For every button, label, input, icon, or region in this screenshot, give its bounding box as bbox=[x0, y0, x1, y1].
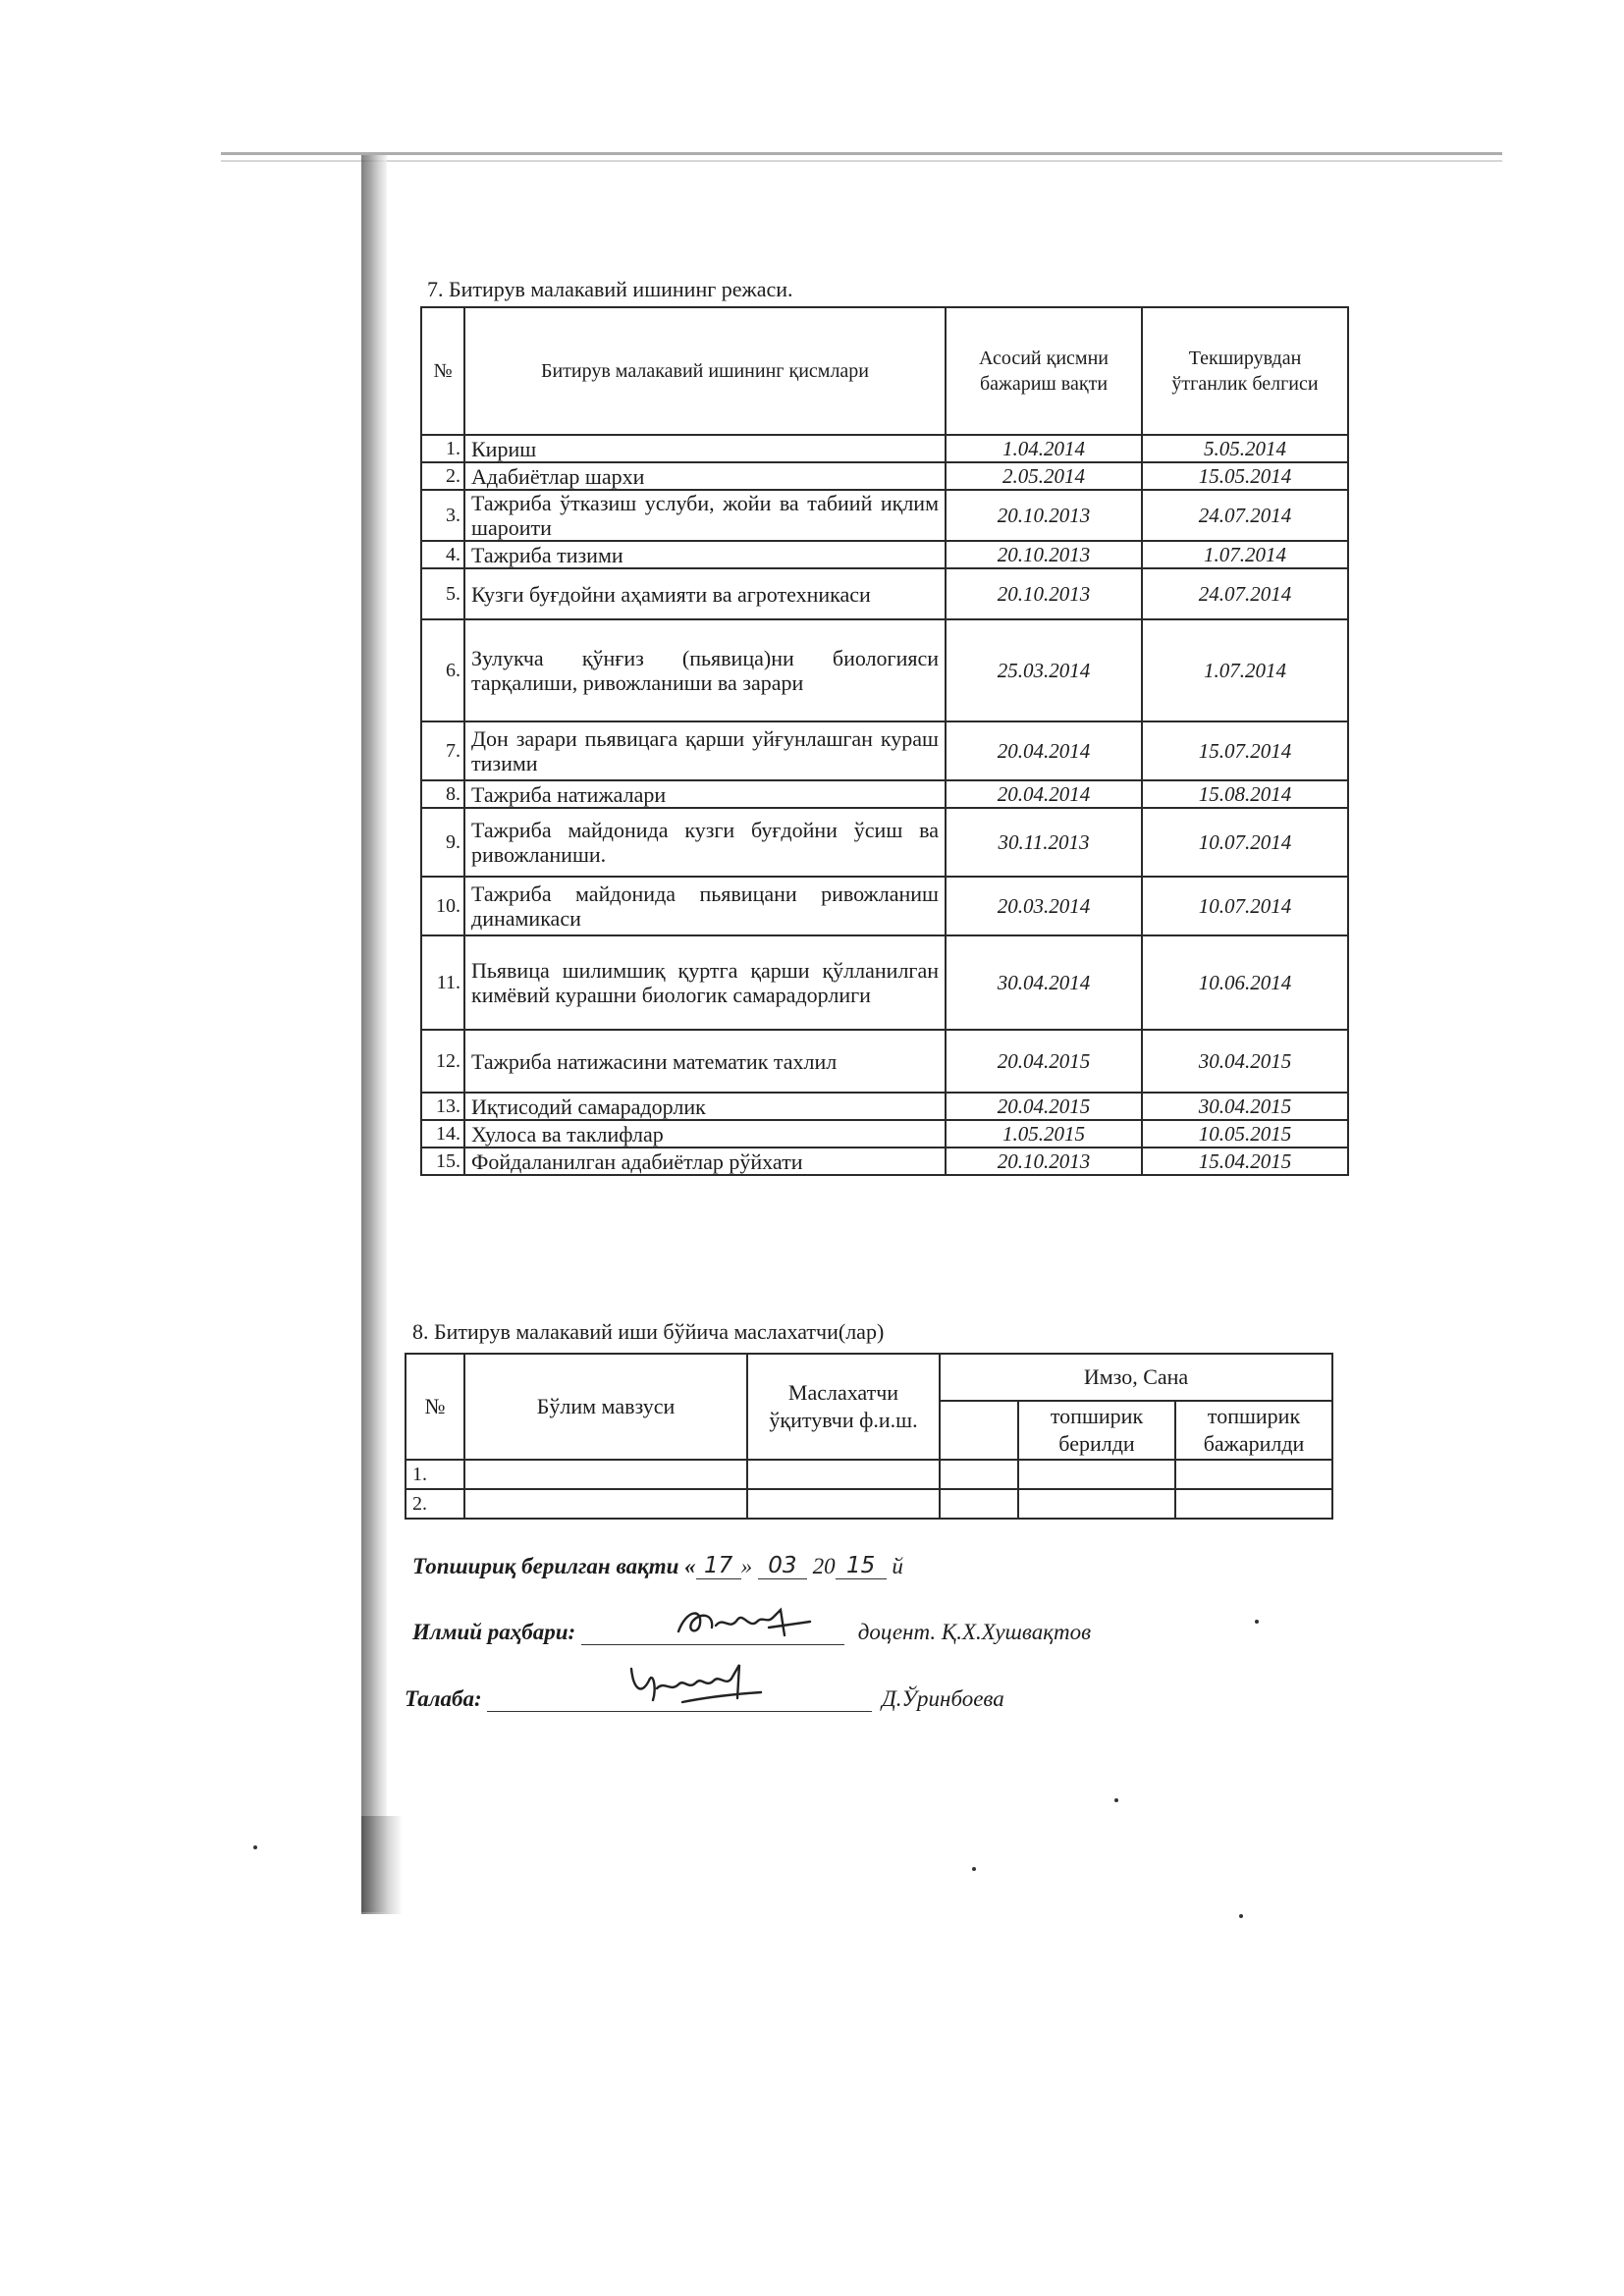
row-number: 3. bbox=[421, 490, 464, 541]
row-number: 4. bbox=[421, 541, 464, 568]
row-checked: 15.07.2014 bbox=[1142, 721, 1348, 780]
scan-speck bbox=[1114, 1798, 1118, 1802]
row-part: Фойдаланилган адабиётлар рўйхати bbox=[464, 1148, 946, 1175]
assignment-year-suffix: й bbox=[892, 1554, 903, 1578]
row-checked: 1.07.2014 bbox=[1142, 619, 1348, 721]
row-number: 5. bbox=[421, 568, 464, 619]
scan-speck bbox=[972, 1867, 976, 1871]
document-page bbox=[393, 167, 1500, 1912]
row-part: Кузги буғдойни аҳамияти ва агротехникаси bbox=[464, 568, 946, 619]
plan-table-row bbox=[421, 619, 1348, 721]
plan-table-row bbox=[421, 1093, 1348, 1120]
row-deadline: 20.10.2013 bbox=[946, 490, 1142, 541]
section-7-title: 7. Битирув малакавий ишининг режаси. bbox=[427, 277, 793, 301]
assignment-date-line bbox=[412, 1553, 903, 1579]
row-number: 15. bbox=[421, 1148, 464, 1175]
row-number: 13. bbox=[421, 1093, 464, 1120]
assignment-date-label: Топшириқ берилган вақти « bbox=[412, 1554, 696, 1578]
row-number: 6. bbox=[421, 619, 464, 721]
row-part: Тажриба майдонида пьявицани ривожланиш динамикаси bbox=[464, 877, 946, 935]
consult-header-sign-date: Имзо, Сана bbox=[940, 1354, 1332, 1401]
row-number: 2. bbox=[421, 462, 464, 490]
plan-table-row bbox=[421, 1120, 1348, 1148]
row-deadline: 1.05.2015 bbox=[946, 1120, 1142, 1148]
row-number: 8. bbox=[421, 780, 464, 808]
plan-table-row bbox=[421, 1030, 1348, 1093]
row-part: Тажриба майдонида кузги буғдойни ўсиш ва ривожланиши. bbox=[464, 808, 946, 877]
header-checked: Текширувдан ўтганлик белгиси bbox=[1142, 307, 1348, 435]
student-label: Талаба: bbox=[405, 1686, 482, 1711]
assignment-year-prefix: 20 bbox=[812, 1554, 836, 1578]
row-deadline: 20.04.2014 bbox=[946, 721, 1142, 780]
row-deadline: 20.04.2015 bbox=[946, 1093, 1142, 1120]
row-number: 1. bbox=[421, 435, 464, 462]
plan-table-row bbox=[421, 490, 1348, 541]
row-deadline: 25.03.2014 bbox=[946, 619, 1142, 721]
consult-row-number: 1. bbox=[406, 1460, 464, 1489]
row-checked: 10.05.2015 bbox=[1142, 1120, 1348, 1148]
row-checked: 5.05.2014 bbox=[1142, 435, 1348, 462]
row-number: 7. bbox=[421, 721, 464, 780]
supervisor-signature bbox=[673, 1602, 820, 1645]
plan-table-row bbox=[421, 1148, 1348, 1175]
row-part: Зулукча қўнғиз (пьявица)ни биологияси тарқалиши, ривожланиши ва зарари bbox=[464, 619, 946, 721]
row-part: Тажриба натижасини математик тахлил bbox=[464, 1030, 946, 1093]
scan-speck bbox=[1239, 1914, 1243, 1918]
plan-table bbox=[420, 306, 1349, 1176]
consult-empty-cell bbox=[464, 1489, 747, 1519]
row-number: 10. bbox=[421, 877, 464, 935]
plan-table-row bbox=[421, 462, 1348, 490]
row-deadline: 20.03.2014 bbox=[946, 877, 1142, 935]
consult-empty-cell bbox=[940, 1460, 1018, 1489]
consult-table-row bbox=[406, 1460, 1332, 1489]
row-checked: 15.05.2014 bbox=[1142, 462, 1348, 490]
row-checked: 10.06.2014 bbox=[1142, 935, 1348, 1030]
row-deadline: 20.10.2013 bbox=[946, 568, 1142, 619]
supervisor-name: доцент. Қ.Х.Хушвақтов bbox=[857, 1620, 1092, 1644]
scan-speck bbox=[1255, 1620, 1259, 1624]
consultant-table bbox=[405, 1353, 1333, 1520]
consult-empty-cell bbox=[1018, 1489, 1175, 1519]
row-deadline: 20.04.2014 bbox=[946, 780, 1142, 808]
row-checked: 30.04.2015 bbox=[1142, 1030, 1348, 1093]
row-part: Кириш bbox=[464, 435, 946, 462]
row-checked: 10.07.2014 bbox=[1142, 808, 1348, 877]
row-deadline: 30.11.2013 bbox=[946, 808, 1142, 877]
row-checked: 24.07.2014 bbox=[1142, 490, 1348, 541]
scan-edge-line bbox=[221, 152, 1502, 155]
consult-empty-cell bbox=[940, 1489, 1018, 1519]
row-deadline: 20.04.2015 bbox=[946, 1030, 1142, 1093]
consult-header-blank bbox=[940, 1401, 1018, 1460]
assignment-quote-close: » bbox=[740, 1554, 753, 1578]
row-number: 11. bbox=[421, 935, 464, 1030]
consult-header-consultant: Маслахатчи ўқитувчи ф.и.ш. bbox=[747, 1354, 940, 1460]
row-part: Пьявица шилимшиқ қуртга қарши қўлланилган кимёвий курашни биологик самарадорлиги bbox=[464, 935, 946, 1030]
row-number: 9. bbox=[421, 808, 464, 877]
row-deadline: 30.04.2014 bbox=[946, 935, 1142, 1030]
consult-table-row bbox=[406, 1489, 1332, 1519]
consult-header-task-given: топширик берилди bbox=[1018, 1401, 1175, 1460]
row-deadline: 2.05.2014 bbox=[946, 462, 1142, 490]
assignment-year: 15 bbox=[836, 1553, 887, 1579]
plan-table-row bbox=[421, 780, 1348, 808]
scan-speck bbox=[253, 1845, 257, 1849]
header-deadline: Асосий қисмни бажариш вақти bbox=[946, 307, 1142, 435]
row-part: Дон зарари пьявицага қарши уйғунлашган кураш тизими bbox=[464, 721, 946, 780]
header-num: № bbox=[421, 307, 464, 435]
row-part: Адабиётлар шархи bbox=[464, 462, 946, 490]
assignment-day: 17 bbox=[696, 1553, 741, 1579]
row-part: Хулоса ва таклифлар bbox=[464, 1120, 946, 1148]
row-part: Тажриба ўтказиш услуби, жойи ва табиий иқлим шароити bbox=[464, 490, 946, 541]
row-deadline: 20.10.2013 bbox=[946, 1148, 1142, 1175]
consult-empty-cell bbox=[1175, 1489, 1332, 1519]
consult-row-number: 2. bbox=[406, 1489, 464, 1519]
header-part: Битирув малакавий ишининг қисмлари bbox=[464, 307, 946, 435]
plan-table-row bbox=[421, 877, 1348, 935]
plan-table-row bbox=[421, 935, 1348, 1030]
plan-table-row bbox=[421, 568, 1348, 619]
row-number: 14. bbox=[421, 1120, 464, 1148]
consult-header-row bbox=[406, 1354, 1332, 1401]
consult-header-topic: Бўлим мавзуси bbox=[464, 1354, 747, 1460]
consult-empty-cell bbox=[464, 1460, 747, 1489]
row-checked: 10.07.2014 bbox=[1142, 877, 1348, 935]
scan-edge-line bbox=[221, 160, 1502, 162]
plan-table-row bbox=[421, 435, 1348, 462]
consult-empty-cell bbox=[1175, 1460, 1332, 1489]
row-checked: 30.04.2015 bbox=[1142, 1093, 1348, 1120]
supervisor-label: Илмий раҳбари: bbox=[412, 1620, 576, 1644]
row-deadline: 20.10.2013 bbox=[946, 541, 1142, 568]
plan-table-row bbox=[421, 721, 1348, 780]
row-checked: 1.07.2014 bbox=[1142, 541, 1348, 568]
consult-header-num: № bbox=[406, 1354, 464, 1460]
row-checked: 15.04.2015 bbox=[1142, 1148, 1348, 1175]
row-part: Иқтисодий самарадорлик bbox=[464, 1093, 946, 1120]
plan-table-row bbox=[421, 541, 1348, 568]
row-checked: 15.08.2014 bbox=[1142, 780, 1348, 808]
assignment-month: 03 bbox=[758, 1553, 807, 1579]
student-signature bbox=[623, 1659, 771, 1708]
row-deadline: 1.04.2014 bbox=[946, 435, 1142, 462]
consult-empty-cell bbox=[747, 1489, 940, 1519]
consult-empty-cell bbox=[1018, 1460, 1175, 1489]
row-part: Тажриба тизими bbox=[464, 541, 946, 568]
binding-shadow bbox=[361, 155, 387, 1912]
plan-table-row bbox=[421, 808, 1348, 877]
row-number: 12. bbox=[421, 1030, 464, 1093]
plan-table-header bbox=[421, 307, 1348, 435]
student-name: Д.Ўринбоева bbox=[882, 1686, 1004, 1711]
row-part: Тажриба натижалари bbox=[464, 780, 946, 808]
row-checked: 24.07.2014 bbox=[1142, 568, 1348, 619]
consult-empty-cell bbox=[747, 1460, 940, 1489]
consult-header-task-done: топширик бажарилди bbox=[1175, 1401, 1332, 1460]
section-8-title: 8. Битирув малакавий иши бўйича маслахатчи(лар) bbox=[412, 1319, 885, 1344]
